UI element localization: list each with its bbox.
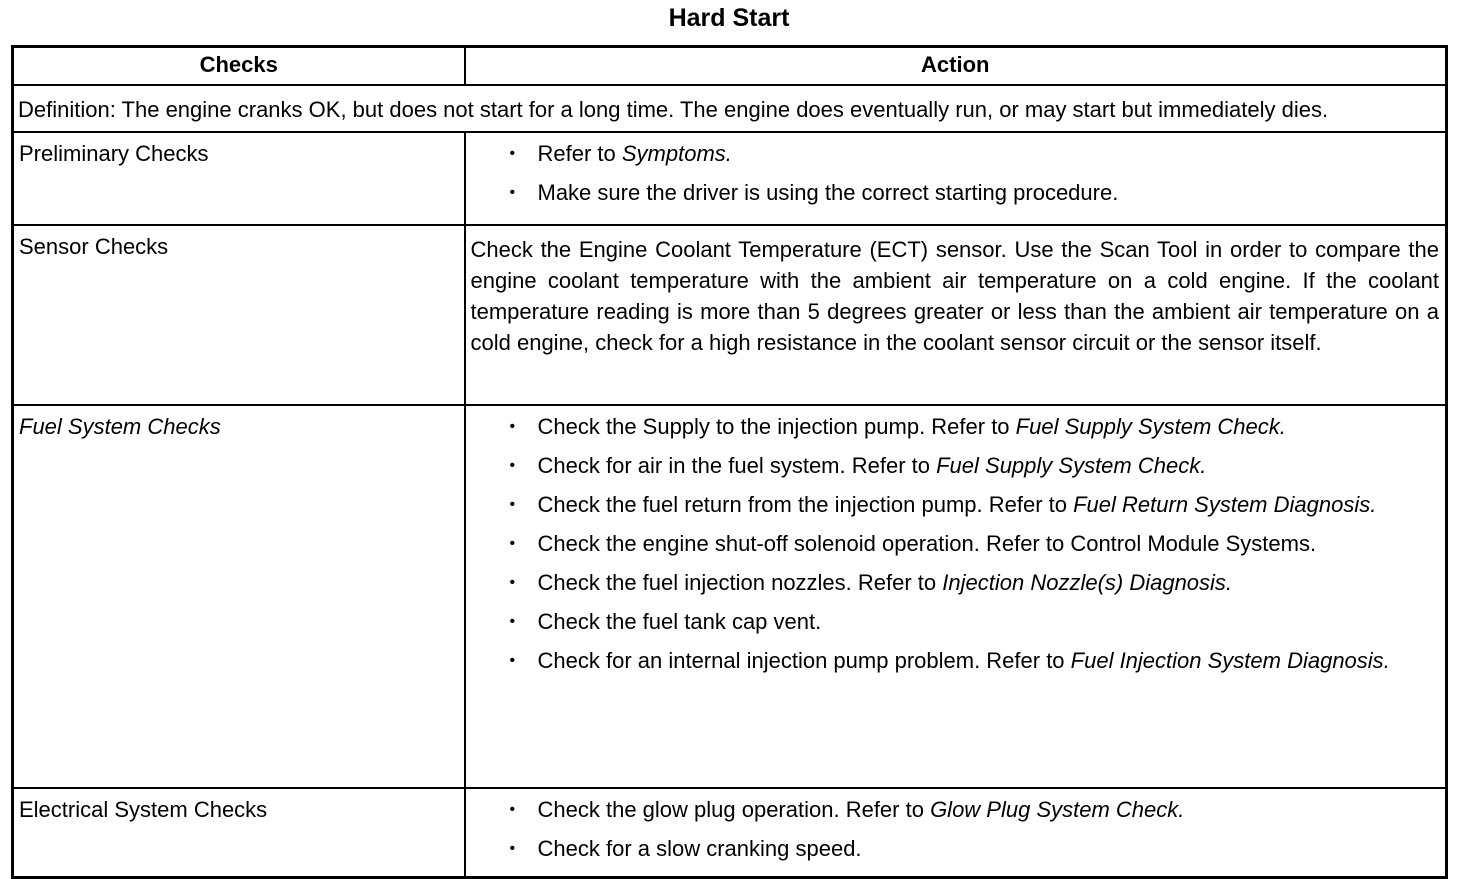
sensor-action-text: Check the Engine Coolant Temperature (ECT) sensor. Use the Scan Tool in order to compare the engine coolant temperature with the ambient air temperature on a cold engine. If the coolant temperature reading is more than 5 degrees greater or less than the ambient air temperature on a cold engine, check for a high resistance in the coolant sensor circuit or the sensor itself. (465, 225, 1447, 405)
list-item (538, 568, 1430, 598)
table-row-sensor (13, 225, 1447, 405)
electrical-system-checks-label: Electrical System Checks (13, 788, 465, 878)
list-item-text: Check the fuel tank cap vent. (537, 608, 822, 634)
list-item-text: Check for an internal injection pump problem. Refer to (537, 647, 1071, 673)
list-item-end: . (725, 140, 732, 166)
cross-reference: Fuel Supply System Check (936, 452, 1201, 478)
list-item (538, 607, 1430, 637)
sensor-checks-label: Sensor Checks (13, 225, 465, 405)
list-item-text: Check the fuel injection nozzles. Refer to (537, 569, 943, 595)
electrical-actions (465, 788, 1447, 878)
preliminary-list (466, 133, 1446, 208)
list-item (538, 451, 1430, 481)
table-row-electrical (13, 788, 1447, 878)
list-item-text: Check the engine shut-off solenoid operation. Refer to Control Module Systems. (537, 530, 1317, 556)
list-item-text: Check for a slow cranking speed. (537, 835, 862, 861)
list-item (538, 139, 1430, 169)
cross-reference: Symptoms (621, 140, 726, 166)
list-item-end: . (1383, 647, 1390, 673)
page-title: Hard Start (668, 4, 790, 32)
table-row-preliminary (13, 132, 1447, 225)
list-item-end: . (1178, 796, 1185, 822)
list-item-text: Make sure the driver is using the correct starting procedure. (537, 179, 1119, 205)
cross-reference: Fuel Return System Diagnosis (1073, 491, 1371, 517)
list-item (538, 490, 1430, 520)
fuel-list (466, 406, 1446, 676)
list-item-text: Check for air in the fuel system. Refer to (537, 452, 937, 478)
header-row (13, 47, 1447, 85)
definition-text: Definition: The engine cranks OK, but does not start for a long time. The engine does eventually run, or may start but immediately dies. (13, 85, 1447, 132)
cross-reference: Glow Plug System Check (930, 796, 1179, 822)
list-item-text: Check the fuel return from the injection pump. Refer to (537, 491, 1074, 517)
definition-row (13, 85, 1447, 132)
list-item-text: Check the glow plug operation. Refer to (537, 796, 931, 822)
list-item-text: Check the Supply to the injection pump. Refer to (537, 413, 1016, 439)
list-item-text: Refer to (537, 140, 622, 166)
list-item-end: . (1279, 413, 1286, 439)
list-item (538, 795, 1430, 825)
action-column-header: Action (465, 47, 1447, 85)
list-item-end: . (1200, 452, 1207, 478)
electrical-list (466, 789, 1446, 864)
cross-reference: Fuel Supply System Check (1015, 413, 1280, 439)
hard-start-table (11, 45, 1448, 879)
list-item-end: . (1225, 569, 1233, 595)
fuel-system-checks-label: Fuel System Checks (13, 405, 465, 788)
list-item-end: . (1370, 491, 1377, 517)
list-item (538, 178, 1430, 208)
cross-reference: Fuel Injection System Diagnosis (1070, 647, 1384, 673)
list-item (538, 646, 1430, 676)
table-row-fuel (13, 405, 1447, 788)
preliminary-actions (465, 132, 1447, 225)
list-item (538, 412, 1430, 442)
preliminary-checks-label: Preliminary Checks (13, 132, 465, 225)
list-item (538, 529, 1430, 559)
fuel-actions (465, 405, 1447, 788)
list-item (538, 834, 1430, 864)
cross-reference: Injection Nozzle(s) Diagnosis (942, 569, 1226, 595)
checks-column-header: Checks (13, 47, 465, 85)
